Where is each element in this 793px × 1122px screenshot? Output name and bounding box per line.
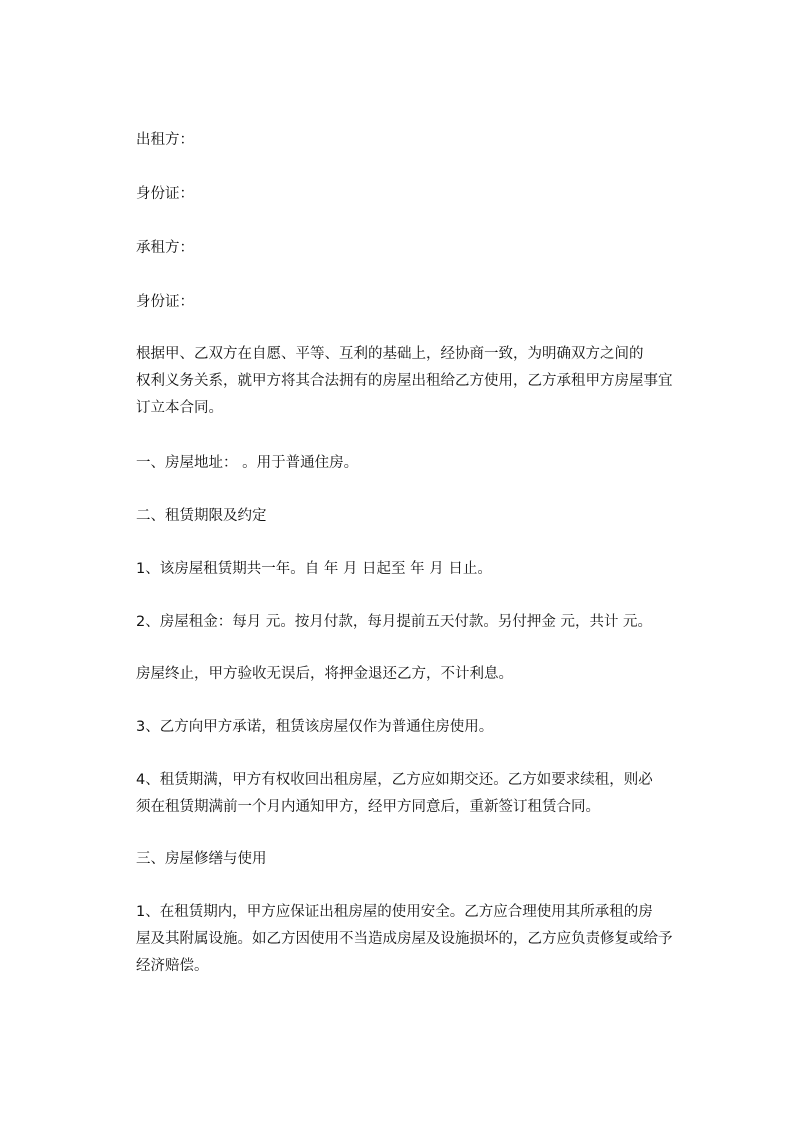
lessor-id-label: 身份证： [136,186,194,202]
preamble-paragraph [136,341,716,422]
preamble-line: 订立本合同。 [136,400,223,416]
clause-2-4 [136,767,716,821]
clause-line: 经济赔偿。 [136,958,209,974]
preamble-line: 权利义务关系，就甲方将其合法拥有的房屋出租给乙方使用，乙方承租甲方房屋事宜 [136,373,673,389]
clause-line: 4、租赁期满，甲方有权收回出租房屋，乙方应如期交还。乙方如要求续租，则必 [136,772,653,788]
section-1-address: 一、房屋地址： 。用于普通住房。 [136,455,359,471]
lessee-label: 承租方： [136,240,194,256]
clause-line: 屋及其附属设施。如乙方因使用不当造成房屋及设施损坏的，乙方应负责修复或给予 [136,931,673,947]
section-2-heading: 二、租赁期限及约定 [136,508,267,524]
clause-2-3: 3、乙方向甲方承诺，租赁该房屋仅作为普通住房使用。 [136,719,494,735]
clause-line: 须在租赁期满前一个月内通知甲方，经甲方同意后，重新签订租赁合同。 [136,799,600,815]
section-3-heading: 三、房屋修缮与使用 [136,851,267,867]
preamble-line: 根据甲、乙双方在自愿、平等、互利的基础上，经协商一致，为明确双方之间的 [136,346,644,362]
lessee-id-label: 身份证： [136,294,194,310]
clause-3-1 [136,899,716,980]
clause-2-1: 1、该房屋租赁期共一年。自 年 月 日起至 年 月 日止。 [136,561,492,577]
lessor-label: 出租方： [136,132,194,148]
clause-line: 1、在租赁期内，甲方应保证出租房屋的使用安全。乙方应合理使用其所承租的房 [136,904,653,920]
clause-2-2: 2、房屋租金：每月 元。按月付款，每月提前五天付款。另付押金 元，共计 元。 [136,614,653,630]
clause-2-2-note: 房屋终止，甲方验收无误后，将押金退还乙方，不计利息。 [136,666,513,682]
